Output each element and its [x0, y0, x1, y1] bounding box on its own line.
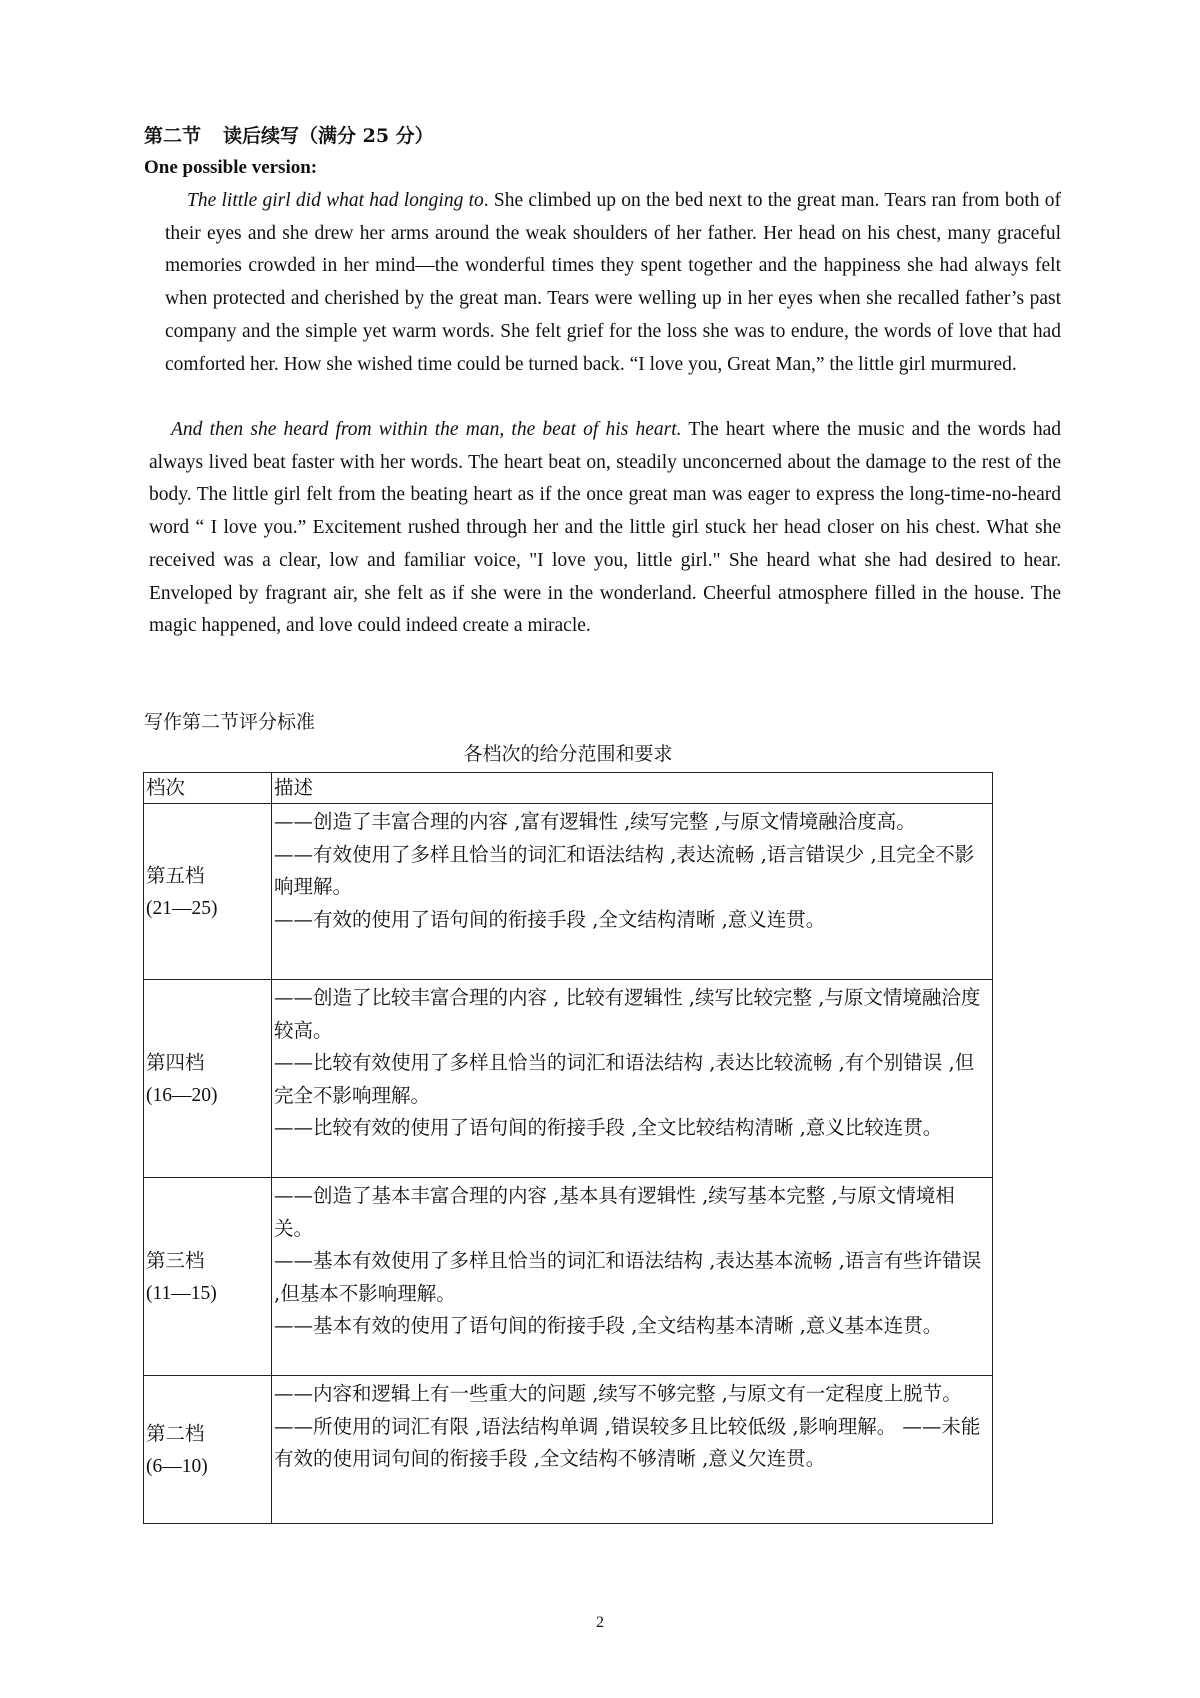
description-cell: [272, 980, 993, 1178]
table-row: [144, 1178, 993, 1376]
description-cell: [272, 1178, 993, 1376]
section-title: [144, 122, 434, 150]
header-level: 档次: [144, 773, 272, 804]
description-line: ——创造了比较丰富合理的内容 , 比较有逻辑性 ,续写比较完整 ,与原文情境融洽度较高。: [274, 986, 981, 1042]
description-line: ——内容和逻辑上有一些重大的问题 ,续写不够完整 ,与原文有一定程度上脱节。: [274, 1382, 962, 1405]
description-line: ——有效使用了多样且恰当的词汇和语法结构 ,表达流畅 ,语言错误少 ,且完全不影响理解。: [274, 842, 975, 899]
page-number: 2: [596, 1614, 604, 1631]
criteria-title: 写作第二节评分标准: [144, 711, 316, 733]
level-score: (21—25): [146, 897, 218, 919]
version-label: One possible version:: [144, 157, 318, 178]
level-name: 第二档: [146, 1421, 205, 1445]
description-line: ——比较有效使用了多样且恰当的词汇和语法结构 ,表达比较流畅 ,有个别错误 ,但完全不影响理解。: [274, 1051, 975, 1107]
description-line: ——创造了丰富合理的内容 ,富有逻辑性 ,续写完整 ,与原文情境融洽度高。: [274, 810, 916, 833]
rubric-table: [143, 772, 993, 1524]
passage-paragraph-2: [149, 414, 1061, 643]
description-line: ——有效的使用了语句间的衔接手段 ,全文结构清晰 ,意义连贯。: [274, 907, 826, 931]
table-caption: 各档次的给分范围和要求: [463, 743, 673, 765]
level-cell: [144, 980, 272, 1178]
section-title-number: 第二节: [144, 125, 202, 147]
description-cell: [272, 1376, 993, 1524]
description-cell: [272, 804, 993, 980]
section-title-text: 读后续写（满分 25 分）: [223, 125, 434, 147]
passage-paragraph-1: [165, 185, 1061, 381]
paragraph-2-body: The heart where the music and the words had always lived beat faster with her words. The heart beat on, steadily unconcerned about the damage to the rest of the body. The little girl felt from the beating heart as if the once great man was eager to express the long-time-no-heard word “ I love you.” Excitement rushed through her and the little girl stuck her head closer on his chest. What she received was a clear, low and familiar voice, "I love you, little girl." She heard what she had desired to hear. Enveloped by fragrant air, she felt as if she were in the wonderland. Cheerful atmosphere filled in the house. The magic happened, and love could indeed create a miracle.: [149, 419, 1061, 637]
level-score: (16—20): [146, 1084, 218, 1106]
table-header-row: [144, 773, 993, 804]
header-description: 描述: [272, 773, 993, 804]
description-line: ——创造了基本丰富合理的内容 ,基本具有逻辑性 ,续写基本完整 ,与原文情境相关。: [274, 1184, 955, 1240]
table-row: [144, 980, 993, 1178]
description-line: ——比较有效的使用了语句间的衔接手段 ,全文比较结构清晰 ,意义比较连贯。: [274, 1116, 943, 1140]
level-cell: [144, 804, 272, 980]
description-line: ——基本有效的使用了语句间的衔接手段 ,全文结构基本清晰 ,意义基本连贯。: [274, 1314, 943, 1338]
description-line: ——所使用的词汇有限 ,语法结构单调 ,错误较多且比较低级 ,影响理解。 ——未能有效的使用词句间的衔接手段 ,全文结构不够清晰 ,意义欠连贯。: [274, 1414, 981, 1471]
description-line: ——基本有效使用了多样且恰当的词汇和语法结构 ,表达基本流畅 ,语言有些许错误 ,但基本不影响理解。: [274, 1249, 982, 1305]
level-score: (6—10): [146, 1455, 208, 1477]
level-name: 第五档: [146, 863, 205, 887]
level-cell: [144, 1178, 272, 1376]
level-score: (11—15): [146, 1282, 217, 1304]
paragraph-1-body: . She climbed up on the bed next to the great man. Tears ran from both of their eyes and she drew her arms around the weak shoulders of her father. Her head on his chest, many graceful memories crowded in her mind—the wonderful times they spent together and the happiness she had always felt when protected and cherished by the great man. Tears were welling up in her eyes when she recalled father’s past company and the simple yet warm words. She felt grief for the loss she was to endure, the words of love that had comforted her. How she wished time could be turned back. “I love you, Great Man,” the little girl murmured.: [165, 190, 1061, 375]
level-cell: [144, 1376, 272, 1524]
level-name: 第三档: [146, 1248, 205, 1272]
table-row: [144, 804, 993, 980]
paragraph-2-opening: And then she heard from within the man, the beat of his heart.: [171, 419, 682, 440]
paragraph-1-opening: The little girl did what had longing to: [187, 190, 484, 211]
table-row: [144, 1376, 993, 1524]
level-name: 第四档: [146, 1050, 205, 1074]
